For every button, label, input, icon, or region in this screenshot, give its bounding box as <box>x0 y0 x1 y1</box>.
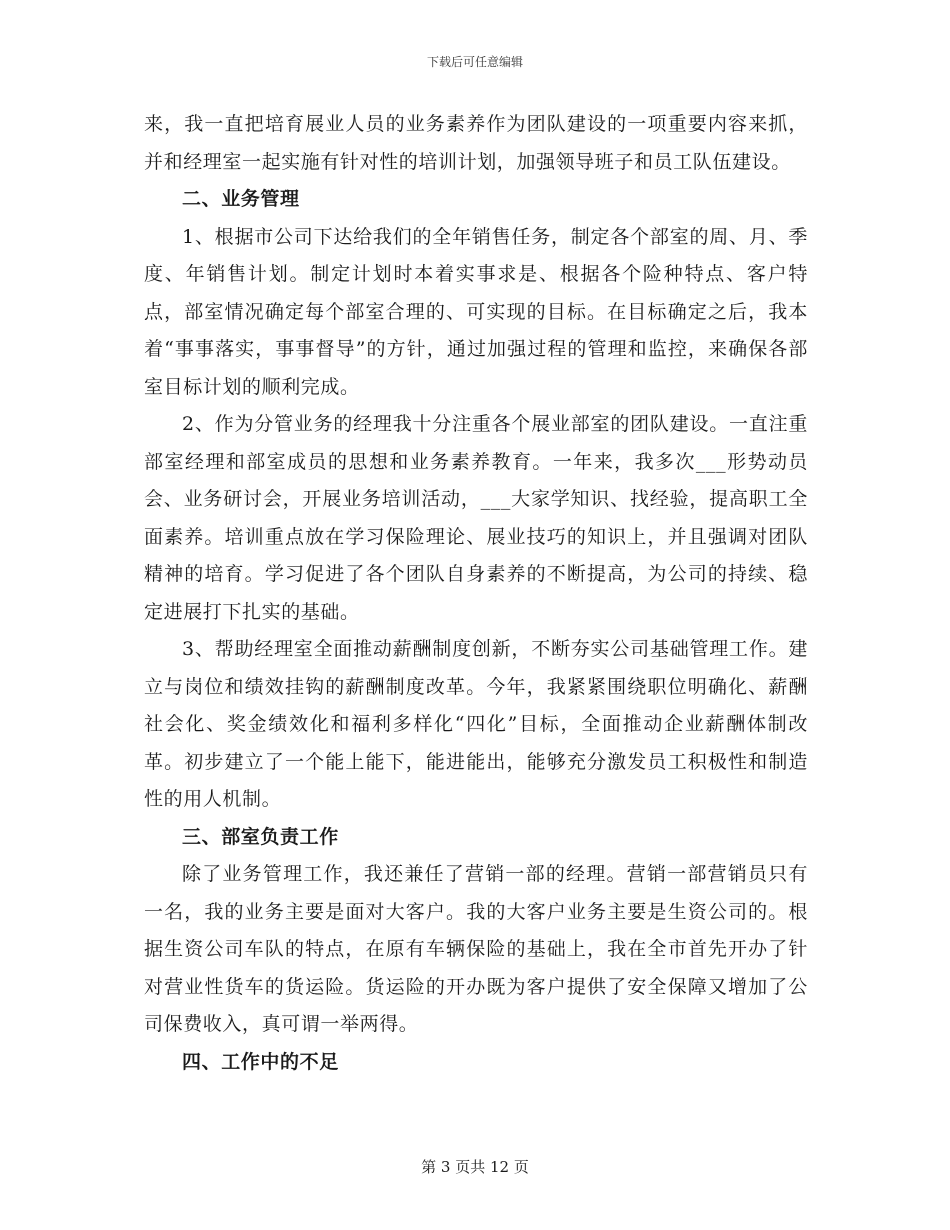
document-body <box>144 106 808 1081</box>
section-heading-business-management: 二、业务管理 <box>182 188 300 210</box>
page-footer: 第 3 页共 12 页 <box>421 1158 529 1176</box>
paragraph-salary-reform: 3、帮助经理室全面推动薪酬制度创新，不断夯实公司基础管理工作。建立与岗位和绩效挂钩的薪酬制度改革。今年，我紧紧围绕职位明确化、薪酬社会化、奖金绩效化和福利多样化“四化”目标，全面推动企业薪酬体制改革。初步建立了一个能上能下，能进能出，能够充分激发员工积极性和制造性的用人机制。 <box>144 638 808 810</box>
page-header: 下载后可任意编辑 <box>426 55 523 69</box>
paragraph-team-building: 2、作为分管业务的经理我十分注重各个展业部室的团队建设。一直注重部室经理和部室成员的思想和业务素养教育。一年来，我多次___形势动员会、业务研讨会，开展业务培训活动，___大家学知识、找经验，提高职工全面素养。培训重点放在学习保险理论、展业技巧的知识上，并且强调对团队精神的培育。学习促进了各个团队自身素养的不断提高，为公司的持续、稳定进展打下扎实的基础。 <box>144 413 808 623</box>
paragraph-marketing-department: 除了业务管理工作，我还兼任了营销一部的经理。营销一部营销员只有一名，我的业务主要是面对大客户。我的大客户业务主要是生资公司的。根据生资公司车队的特点，在原有车辆保险的基础上，我在全市首先开办了针对营业性货车的货运险。货运险的开办既为客户提供了安全保障又增加了公司保费收入，真可谓一举两得。 <box>144 863 808 1035</box>
paragraph-sales-plan: 1、根据市公司下达给我们的全年销售任务，制定各个部室的周、月、季度、年销售计划。制定计划时本着实事求是、根据各个险种特点、客户特点，部室情况确定每个部室合理的、可实现的目标。在目标确定之后，我本着“事事落实，事事督导”的方针，通过加强过程的管理和监控，来确保各部室目标计划的顺利完成。 <box>144 225 808 398</box>
section-heading-shortcomings: 四、工作中的不足 <box>182 1050 339 1073</box>
section-heading-department-work: 三、部室负责工作 <box>182 825 339 848</box>
paragraph-continued: 来，我一直把培育展业人员的业务素养作为团队建设的一项重要内容来抓，并和经理室一起实施有针对性的培训计划，加强领导班子和员工队伍建设。 <box>144 113 808 173</box>
